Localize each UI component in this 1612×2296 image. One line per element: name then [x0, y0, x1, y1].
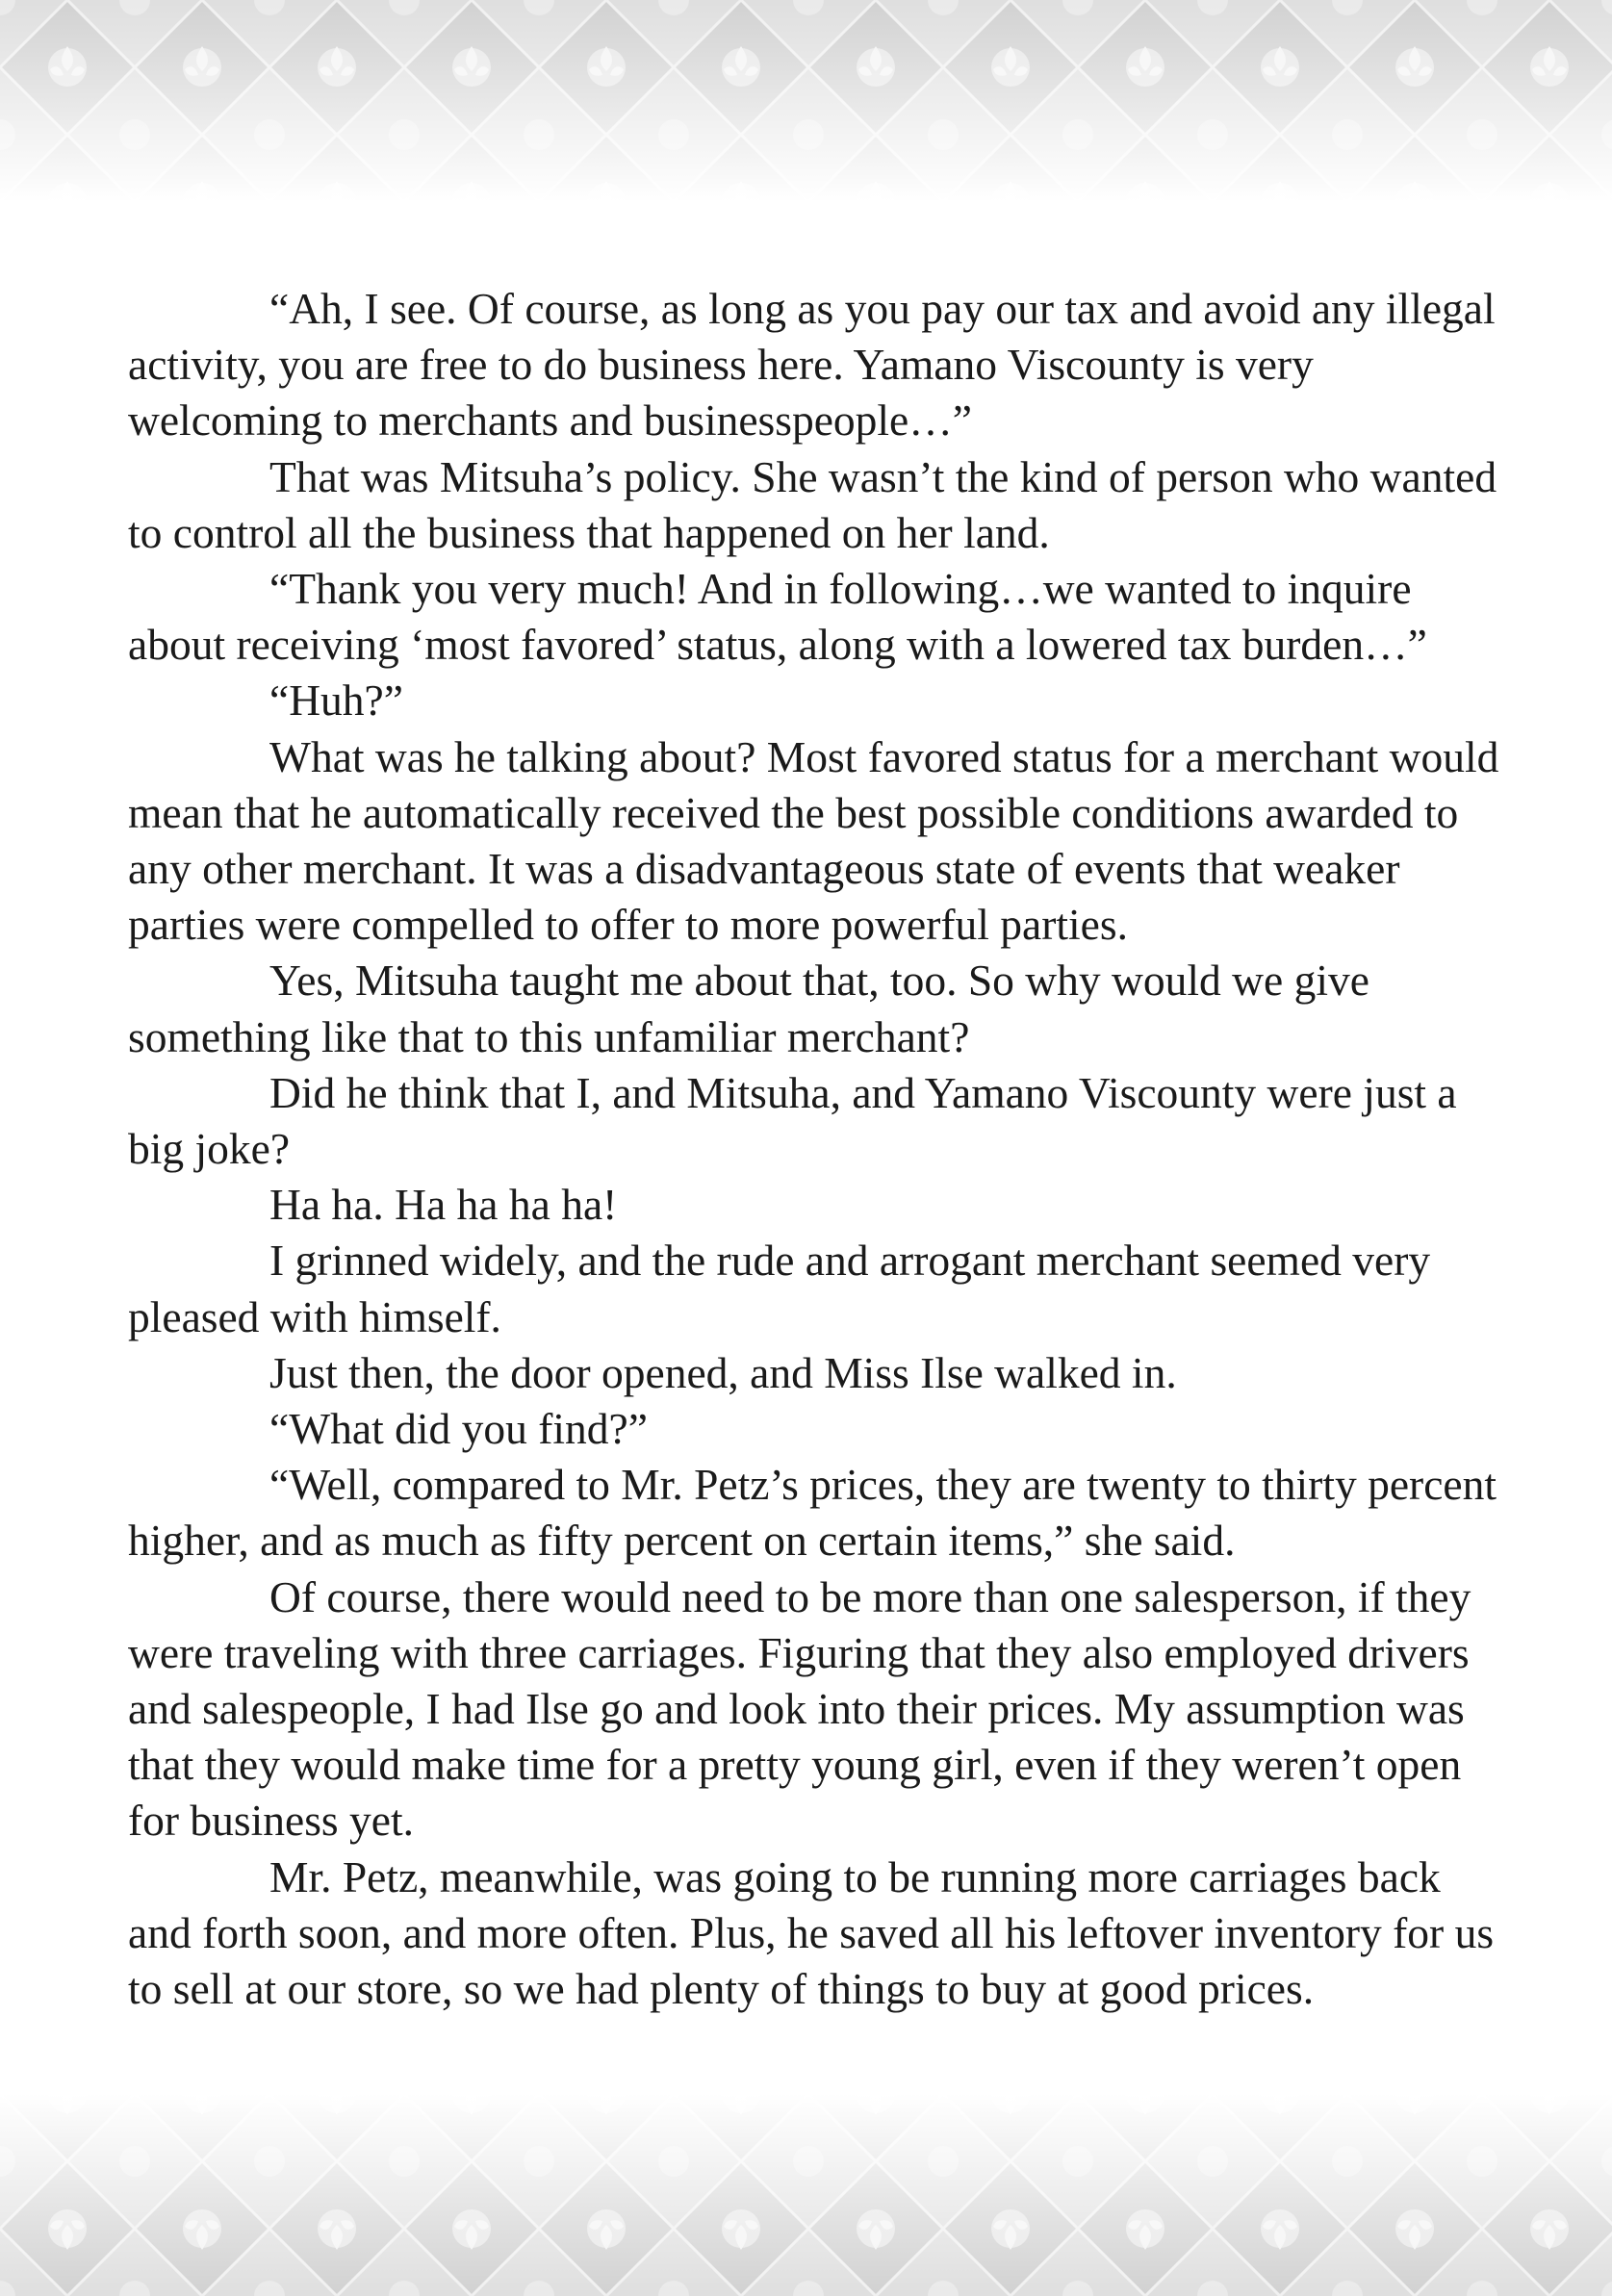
fleur-pattern-icon	[0, 0, 1612, 202]
paragraph: “Thank you very much! And in following…we wanted to inquire about receiving ‘most favored’ status, along with a lowered tax burden…”	[128, 564, 1427, 670]
paragraph: That was Mitsuha’s policy. She wasn’t the kind of person who wanted to control all the business that happened on her land.	[128, 451, 1497, 557]
paragraph: “Ah, I see. Of course, as long as you pay our tax and avoid any illegal activity, you are free to do business here. Yamano Viscounty is very welcoming to merchants and businesspeople…”	[128, 284, 1496, 446]
paragraph: Just then, the door opened, and Miss Ilse walked in.	[269, 1347, 1177, 1397]
paragraph: “Huh?”	[269, 676, 403, 726]
paragraph: “Well, compared to Mr. Petz’s prices, they are twenty to thirty percent higher, and as much as fifty percent on certain items,” she said.	[128, 1460, 1497, 1566]
paragraph: Did he think that I, and Mitsuha, and Yamano Viscounty were just a big joke?	[128, 1067, 1457, 1174]
paragraph: I grinned widely, and the rude and arrogant merchant seemed very pleased with himself.	[128, 1236, 1431, 1341]
paragraph: Mr. Petz, meanwhile, was going to be running more carriages back and forth soon, and more often. Plus, he saved all his leftover inventory for us to sell at our store, so we had plenty of things to buy at good prices.	[128, 1851, 1495, 2014]
paragraph: What was he talking about? Most favored status for a merchant would mean that he automatically received the best possible conditions awarded to any other merchant. It was a disadvantageous state of events that weaker parties were compelled to offer to more powerful parties.	[128, 731, 1499, 950]
paragraph: “What did you find?”	[269, 1404, 648, 1454]
paragraph: Yes, Mitsuha taught me about that, too. So why would we give something like that to this unfamiliar merchant?	[128, 956, 1369, 1061]
paragraph: Of course, there would need to be more than one salesperson, if they were traveling with three carriages. Figuring that they also employed drivers and salespeople, I had Ilse go and look into their prices. My assumption was that they would make time for a pretty young girl, even if they weren’t open for business yet.	[128, 1571, 1471, 1846]
fleur-pattern-icon	[0, 2094, 1612, 2296]
paragraph: Ha ha. Ha ha ha ha!	[269, 1180, 618, 1230]
decorative-footer-pattern	[0, 2094, 1612, 2296]
decorative-header-pattern	[0, 0, 1612, 202]
body-text	[128, 281, 1514, 2017]
